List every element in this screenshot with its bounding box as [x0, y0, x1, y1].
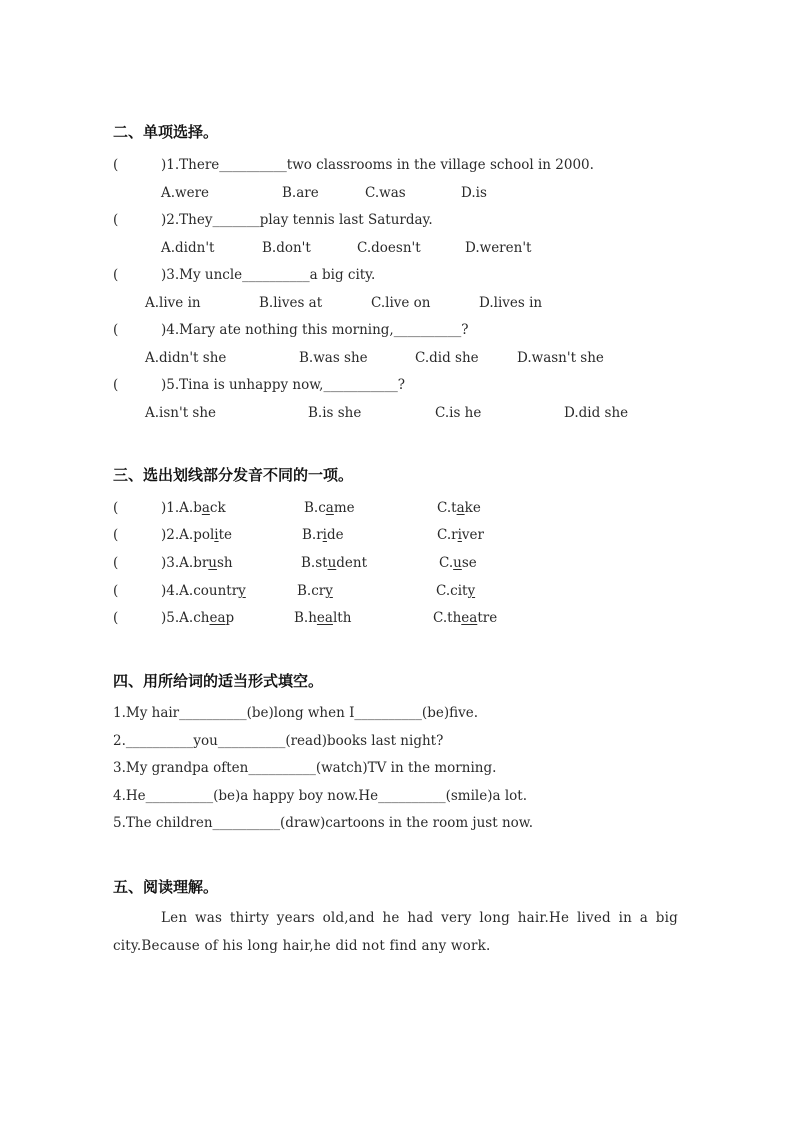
pronunciation-question-4: [113, 583, 246, 599]
question-stem: )3.My uncle__________a big city.: [161, 267, 376, 283]
fill-in-line-4: 4.He__________(be)a happy boy now.He__________(smile)a lot.: [113, 788, 527, 804]
option-c: [437, 500, 481, 516]
text: se: [461, 555, 477, 571]
question-stem: )5.Tina is unhappy now,___________?: [161, 377, 405, 393]
option-b: B.don't: [262, 240, 311, 256]
text: C.: [439, 555, 454, 571]
option-d: D.weren't: [465, 240, 532, 256]
option-a: [161, 555, 233, 571]
text: me: [333, 500, 355, 516]
underlined-letters: u: [208, 555, 217, 571]
underlined-letters: ea: [461, 610, 478, 626]
option-a: A.isn't she: [145, 405, 217, 421]
question-3: [113, 267, 375, 283]
option-d: D.did she: [564, 405, 629, 421]
section-4-heading: 四、用所给词的适当形式填空。: [113, 672, 324, 690]
section-3-heading: 三、选出划线部分发音不同的一项。: [113, 466, 354, 484]
pronunciation-question-2: [113, 527, 232, 543]
pronunciation-question-1: [113, 500, 226, 516]
text: sh: [217, 555, 233, 571]
fill-in-line-1: 1.My hair__________(be)long when I__________(be)five.: [113, 705, 479, 721]
text: B.r: [302, 527, 323, 543]
option-b: [302, 527, 344, 543]
text: C.cit: [436, 583, 468, 599]
question-2: [113, 212, 433, 228]
answer-paren: (: [113, 267, 119, 283]
option-c: [436, 583, 475, 599]
text: )3.A.br: [161, 555, 209, 571]
answer-paren: (: [113, 322, 119, 338]
option-a: [161, 610, 234, 626]
text: C.t: [437, 500, 457, 516]
option-a: A.didn't: [161, 240, 215, 256]
answer-paren: (: [113, 377, 119, 393]
answer-paren: (: [113, 500, 119, 516]
text: lth: [332, 610, 352, 626]
fill-in-line-3: 3.My grandpa often__________(watch)TV in the morning.: [113, 760, 497, 776]
text: )2.A.pol: [161, 527, 215, 543]
fill-in-line-5: 5.The children__________(draw)cartoons in the room just now.: [113, 815, 534, 831]
option-c: [439, 555, 477, 571]
question-stem: )4.Mary ate nothing this morning,__________?: [161, 322, 469, 338]
underlined-letters: u: [453, 555, 462, 571]
option-c: C.was: [365, 185, 406, 201]
option-b: [294, 610, 351, 626]
option-a: [161, 527, 232, 543]
text: )1.A.b: [161, 500, 202, 516]
option-b: [297, 583, 333, 599]
text: p: [225, 610, 235, 626]
pronunciation-question-3: [113, 555, 233, 571]
text: ke: [464, 500, 481, 516]
option-b: B.lives at: [259, 295, 323, 311]
underlined-letters: i: [322, 527, 327, 543]
answer-paren: (: [113, 527, 119, 543]
text: B.h: [294, 610, 317, 626]
option-b: B.was she: [299, 350, 368, 366]
text: )5.A.ch: [161, 610, 210, 626]
question-stem: )2.They_______play tennis last Saturday.: [161, 212, 433, 228]
text: B.st: [301, 555, 328, 571]
option-c: [437, 527, 484, 543]
option-b: B.are: [282, 185, 319, 201]
underlined-letters: i: [214, 527, 219, 543]
text: B.cr: [297, 583, 326, 599]
text: C.th: [433, 610, 462, 626]
answer-paren: (: [113, 212, 119, 228]
underlined-letters: a: [325, 500, 334, 516]
fill-in-line-2: 2.__________you__________(read)books last night?: [113, 733, 444, 749]
underlined-letters: u: [327, 555, 337, 571]
text: de: [327, 527, 344, 543]
option-a: [161, 583, 246, 599]
answer-paren: (: [113, 610, 119, 626]
option-a: A.live in: [145, 295, 201, 311]
text: B.c: [304, 500, 326, 516]
option-c: C.live on: [371, 295, 431, 311]
option-a: A.were: [161, 185, 210, 201]
question-stem: )1.There__________two classrooms in the village school in 2000.: [161, 157, 594, 173]
option-c: C.is he: [435, 405, 482, 421]
underlined-letters: a: [201, 500, 210, 516]
underlined-letters: y: [467, 583, 476, 599]
answer-paren: (: [113, 583, 119, 599]
underlined-letters: ea: [209, 610, 226, 626]
option-c: [433, 610, 497, 626]
option-c: C.did she: [415, 350, 479, 366]
section-5-heading: 五、阅读理解。: [113, 878, 219, 896]
answer-paren: (: [113, 555, 119, 571]
answer-paren: (: [113, 157, 119, 173]
underlined-letters: y: [325, 583, 333, 599]
question-5: [113, 377, 405, 393]
option-b: [304, 500, 355, 516]
option-c: C.doesn't: [357, 240, 421, 256]
section-2-heading: 二、单项选择。: [113, 123, 219, 141]
underlined-letters: a: [456, 500, 465, 516]
pronunciation-question-5: [113, 610, 234, 626]
option-a: A.didn't she: [145, 350, 227, 366]
text: ck: [209, 500, 226, 516]
underlined-letters: i: [457, 527, 462, 543]
underlined-letters: y: [238, 583, 246, 599]
option-d: D.is: [461, 185, 487, 201]
text: tre: [477, 610, 498, 626]
text: )4.A.countr: [161, 583, 239, 599]
option-a: [161, 500, 226, 516]
option-d: D.lives in: [479, 295, 543, 311]
option-b: [301, 555, 367, 571]
text: C.r: [437, 527, 458, 543]
question-1: [113, 157, 594, 173]
option-b: B.is she: [308, 405, 362, 421]
reading-passage: Len was thirty years old,and he had very long hair.He lived in a big city.Because of his long hair,he did not find any work.: [113, 910, 678, 954]
option-d: D.wasn't she: [517, 350, 604, 366]
question-4: [113, 322, 468, 338]
text: te: [218, 527, 233, 543]
underlined-letters: ea: [316, 610, 333, 626]
text: ver: [461, 527, 484, 543]
text: dent: [336, 555, 368, 571]
